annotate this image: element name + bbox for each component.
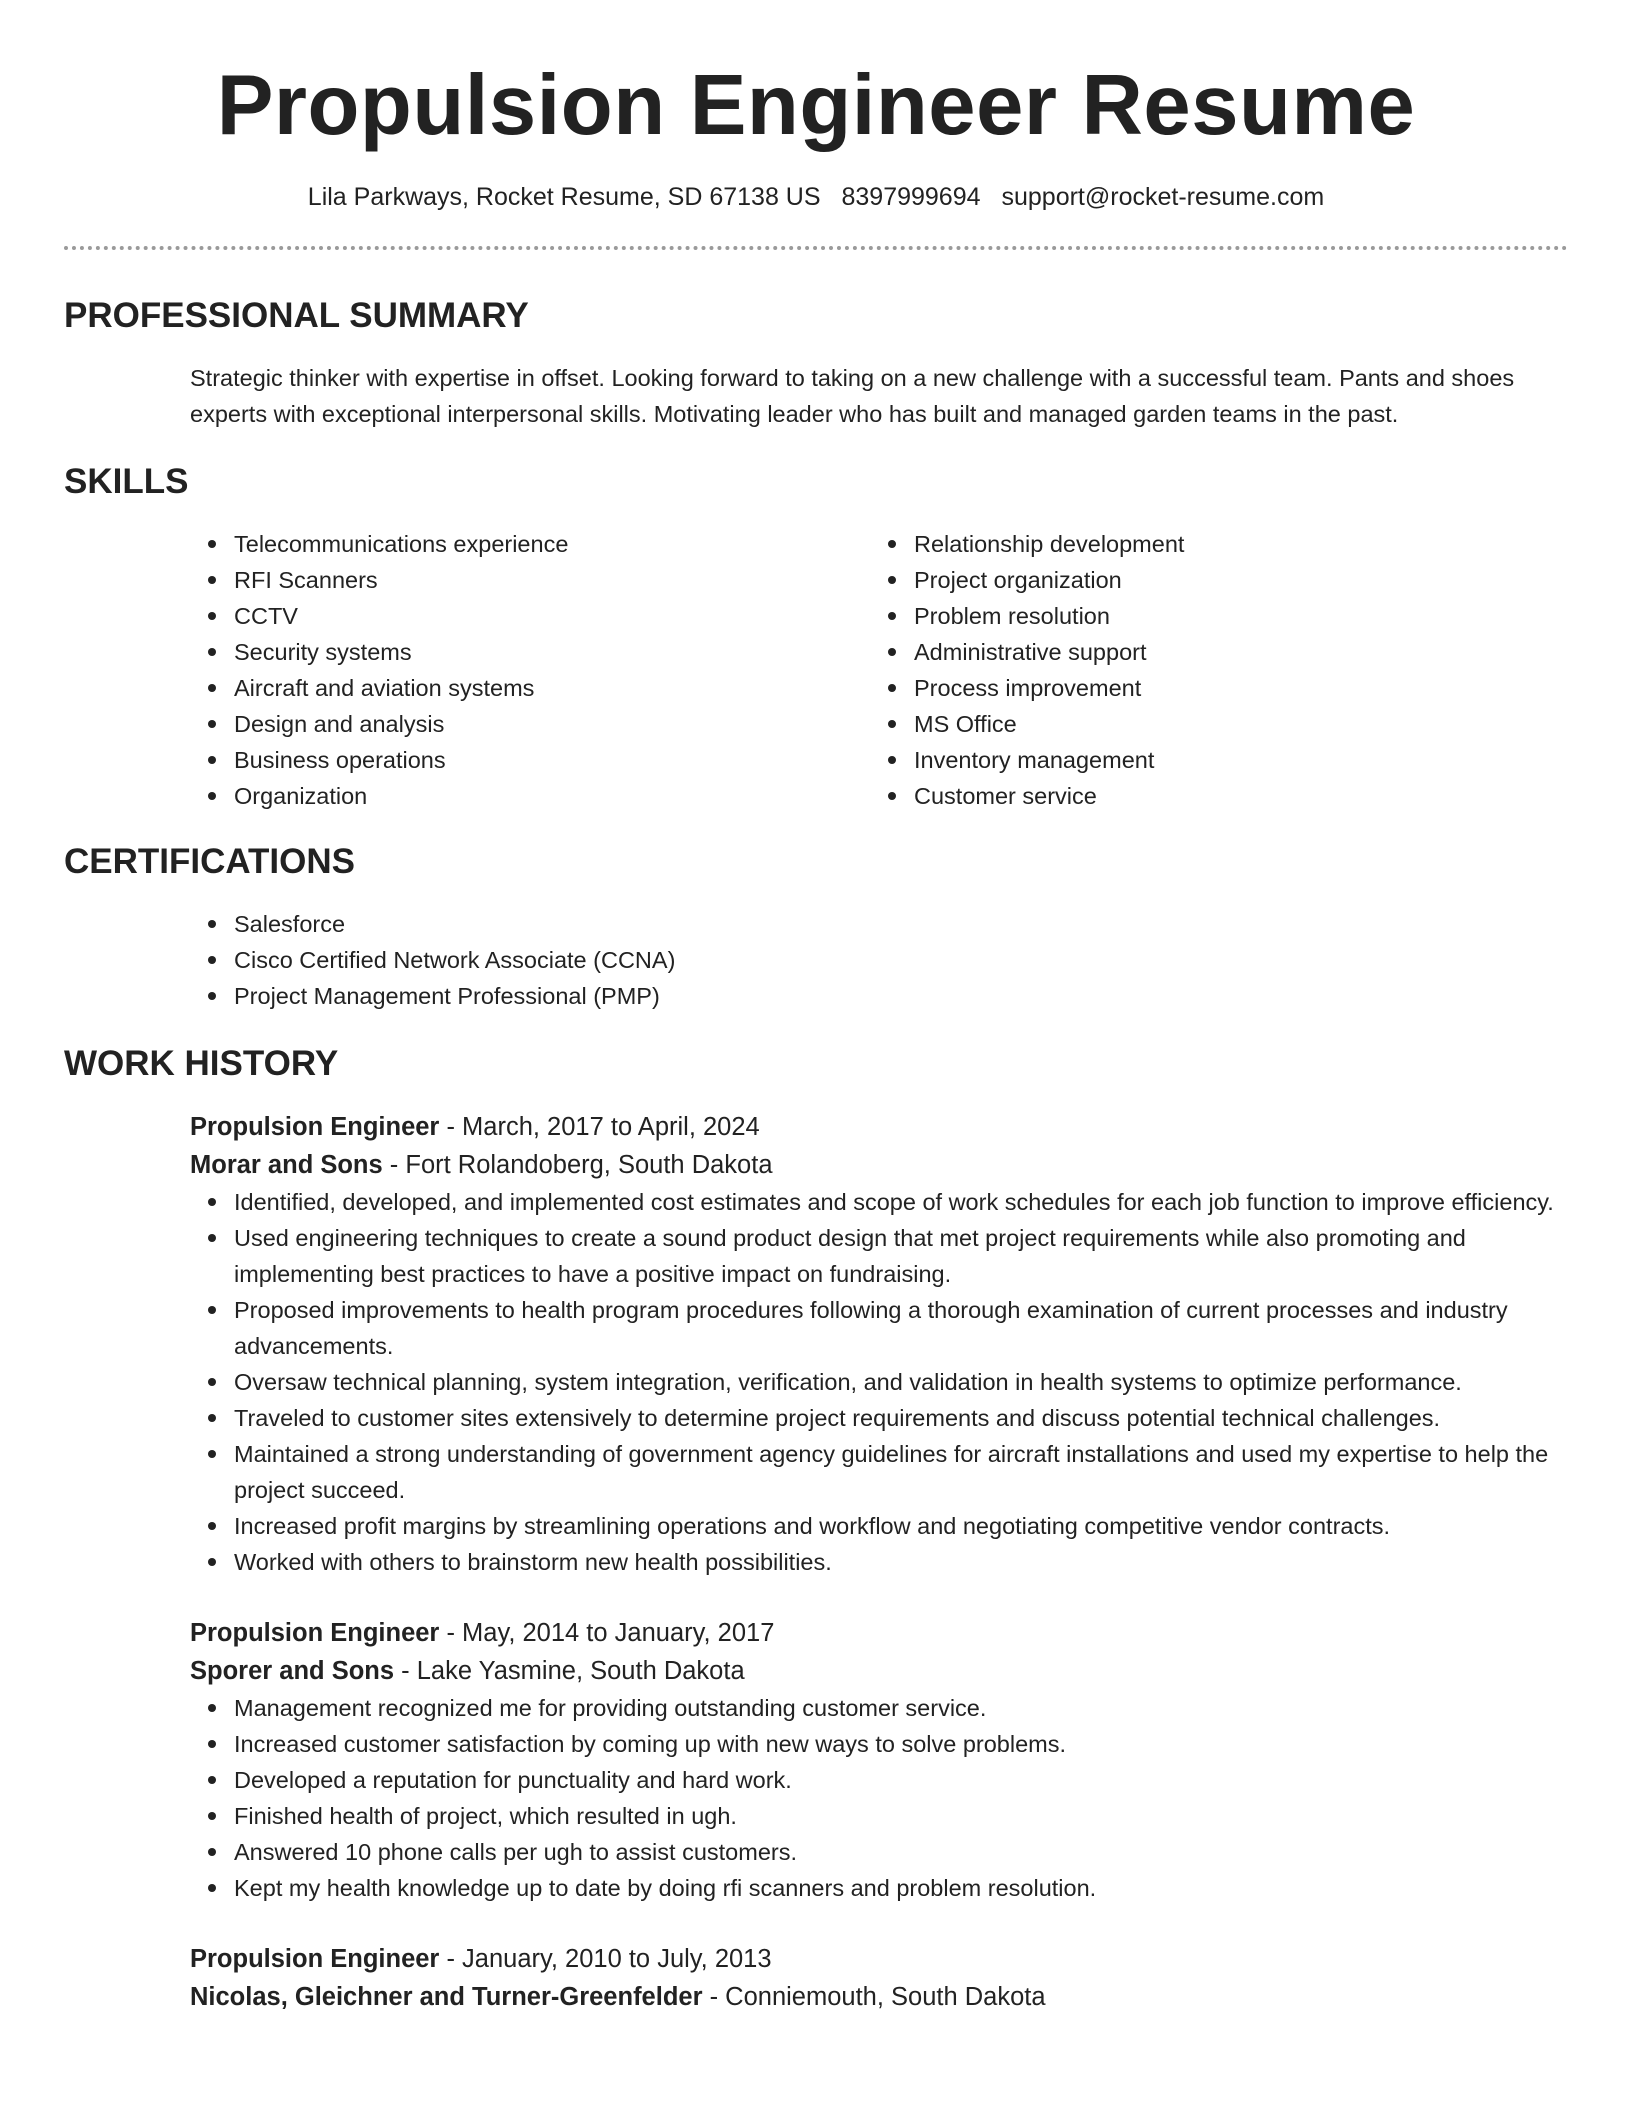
summary-heading: PROFESSIONAL SUMMARY — [64, 296, 529, 335]
page-title: Propulsion Engineer Resume — [216, 58, 1416, 153]
skill-item: Process improvement — [914, 670, 1550, 706]
skill-item: Administrative support — [914, 634, 1550, 670]
skills-grid — [64, 526, 1568, 814]
skills-heading: SKILLS — [64, 462, 189, 501]
job-location: - Conniemouth, South Dakota — [702, 1983, 1046, 2011]
job-duty: Identified, developed, and implemented cost estimates and scope of work schedules for each job function to improve efficiency. — [234, 1184, 1568, 1220]
skills-list-left — [190, 526, 870, 814]
job-company-line — [190, 1978, 1568, 2016]
skill-item: Inventory management — [914, 742, 1550, 778]
job-dates: - May, 2014 to January, 2017 — [439, 1619, 775, 1647]
job-company: Nicolas, Gleichner and Turner-Greenfelder — [190, 1983, 703, 2011]
skill-item: CCTV — [234, 598, 870, 634]
job-duty: Worked with others to brainstorm new health possibilities. — [234, 1544, 1568, 1580]
skills-list-right — [870, 526, 1550, 814]
skill-item: Customer service — [914, 778, 1550, 814]
job-title-line — [190, 1614, 1568, 1652]
skill-item: Problem resolution — [914, 598, 1550, 634]
skills-column-right — [870, 526, 1550, 814]
skill-item: RFI Scanners — [234, 562, 870, 598]
contact-phone: 8397999694 — [841, 183, 981, 211]
skill-item: Design and analysis — [234, 706, 870, 742]
job-company: Sporer and Sons — [190, 1657, 395, 1685]
job-title: Propulsion Engineer — [190, 1619, 440, 1647]
job-title: Propulsion Engineer — [190, 1113, 440, 1141]
job-duties-list — [190, 1184, 1568, 1580]
job-duty: Finished health of project, which resulted in ugh. — [234, 1798, 1568, 1834]
job-duty: Answered 10 phone calls per ugh to assist customers. — [234, 1834, 1568, 1870]
job-company-line — [190, 1652, 1568, 1690]
job-title: Propulsion Engineer — [190, 1945, 440, 1973]
contact-address: Lila Parkways, Rocket Resume, SD 67138 US — [307, 183, 821, 211]
job-dates: - March, 2017 to April, 2024 — [439, 1113, 760, 1141]
contact-line — [64, 180, 1568, 214]
certifications-list — [190, 906, 1568, 1014]
job-duty: Traveled to customer sites extensively to determine project requirements and discuss potential technical challenges. — [234, 1400, 1568, 1436]
job-company: Morar and Sons — [190, 1151, 383, 1179]
certifications-block — [64, 906, 1568, 1014]
job-duty: Kept my health knowledge up to date by doing rfi scanners and problem resolution. — [234, 1870, 1568, 1906]
certification-item: Salesforce — [234, 906, 1568, 942]
certifications-heading: CERTIFICATIONS — [64, 842, 356, 881]
job-entry — [64, 1940, 1568, 2016]
job-duty: Maintained a strong understanding of government agency guidelines for aircraft installations and used my expertise to help the project succeed. — [234, 1436, 1568, 1508]
skills-column-left — [190, 526, 870, 814]
job-location: - Fort Rolandoberg, South Dakota — [382, 1151, 773, 1179]
job-duty: Developed a reputation for punctuality and hard work. — [234, 1762, 1568, 1798]
skill-item: Relationship development — [914, 526, 1550, 562]
work-history-heading: WORK HISTORY — [64, 1044, 339, 1083]
job-duties-list — [190, 1690, 1568, 1906]
job-duty: Increased profit margins by streamlining operations and workflow and negotiating competitive vendor contracts. — [234, 1508, 1568, 1544]
job-duty: Management recognized me for providing outstanding customer service. — [234, 1690, 1568, 1726]
job-entry — [64, 1614, 1568, 1906]
summary-text: Strategic thinker with expertise in offset. Looking forward to taking on a new challenge with a successful team. Pants and shoes experts with exceptional interpersonal skills. Motivating leader who has built and managed garden teams in the past. — [190, 365, 1515, 427]
job-dates: - January, 2010 to July, 2013 — [439, 1945, 772, 1973]
skill-item: Project organization — [914, 562, 1550, 598]
job-duty: Oversaw technical planning, system integration, verification, and validation in health systems to optimize performance. — [234, 1364, 1568, 1400]
job-duty: Used engineering techniques to create a sound product design that met project requirements while also promoting and implementing best practices to have a positive impact on fundraising. — [234, 1220, 1568, 1292]
job-company-line — [190, 1146, 1568, 1184]
skill-item: MS Office — [914, 706, 1550, 742]
skill-item: Organization — [234, 778, 870, 814]
resume-page — [64, 0, 1568, 2016]
job-duty: Increased customer satisfaction by coming up with new ways to solve problems. — [234, 1726, 1568, 1762]
job-location: - Lake Yasmine, South Dakota — [394, 1657, 745, 1685]
contact-email: support@rocket-resume.com — [1001, 183, 1325, 211]
skill-item: Telecommunications experience — [234, 526, 870, 562]
skill-item: Aircraft and aviation systems — [234, 670, 870, 706]
job-title-line — [190, 1108, 1568, 1146]
header-divider — [64, 246, 1568, 250]
job-duty: Proposed improvements to health program procedures following a thorough examination of current processes and industry advancements. — [234, 1292, 1568, 1364]
certification-item: Cisco Certified Network Associate (CCNA) — [234, 942, 1568, 978]
job-title-line — [190, 1940, 1568, 1978]
skill-item: Business operations — [234, 742, 870, 778]
certification-item: Project Management Professional (PMP) — [234, 978, 1568, 1014]
job-entry — [64, 1108, 1568, 1580]
skill-item: Security systems — [234, 634, 870, 670]
